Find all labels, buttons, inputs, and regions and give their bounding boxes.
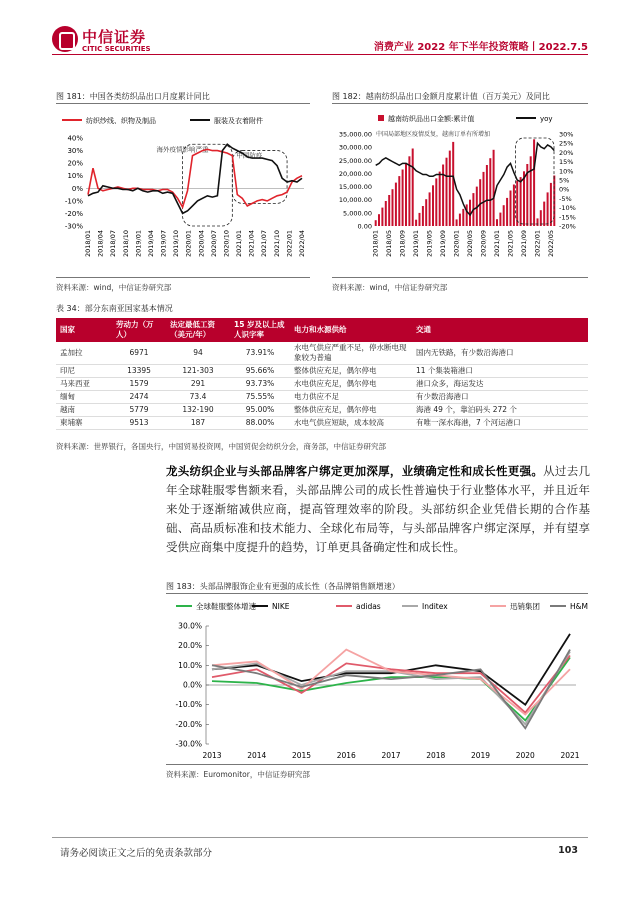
annotation-box-overseas: [183, 144, 233, 226]
footer-disclaimer: 请务必阅读正文之后的免责条款部分: [60, 848, 213, 859]
report-title: 消费产业 2022 年下半年投资策略丨2022.7.5: [373, 42, 588, 53]
bar: [422, 206, 424, 226]
table-cell: 水电气供应严重不足，停水断电现象较为普遍: [290, 342, 412, 365]
bar: [550, 183, 552, 226]
y-right-tick-label: -5%: [559, 194, 572, 203]
header-rule: [52, 54, 588, 55]
annotation-text: 中国局部地区疫情反复，越南订单有所增加: [376, 131, 491, 138]
bar: [459, 214, 461, 226]
x-tick-label: 2018/04: [96, 230, 105, 258]
table-cell: 1579: [112, 378, 166, 391]
table-cell: 9513: [112, 417, 166, 430]
table-cell: 2474: [112, 391, 166, 404]
x-tick-label: 2021/10: [272, 230, 281, 258]
x-tick-label: 2016: [336, 751, 356, 760]
bar: [479, 179, 481, 226]
x-tick-label: 2015: [291, 751, 312, 760]
table34: [56, 318, 588, 430]
x-tick-label: 2022/04: [298, 230, 306, 258]
x-tick-label: 2021/05: [506, 230, 515, 258]
table-row: [56, 365, 588, 378]
series-line-5: [212, 650, 570, 729]
y-right-tick-label: 30%: [559, 130, 574, 139]
x-tick-label: 2018/01: [84, 230, 92, 258]
x-tick-label: 2021/07: [260, 230, 269, 258]
table-cell: 187: [166, 417, 230, 430]
fig182-bottom-rule: [332, 277, 588, 278]
legend-label: NIKE: [272, 602, 290, 611]
bar: [503, 205, 505, 226]
x-tick-label: 2019/01: [412, 230, 421, 258]
bar: [435, 178, 437, 226]
fig183-chart: [166, 596, 590, 762]
legend-label: adidas: [356, 602, 381, 611]
y-right-tick-label: 10%: [559, 167, 574, 176]
y-tick-label: 0.0%: [182, 680, 202, 690]
legend-swatch-export: [378, 115, 384, 121]
legend-label: Inditex: [422, 602, 448, 611]
table-cell: 孟加拉: [56, 342, 112, 365]
table-cell: 73.4: [166, 391, 230, 404]
table-cell: 291: [166, 378, 230, 391]
y-tick-label: 20%: [67, 159, 83, 168]
x-tick-label: 2019/10: [172, 230, 181, 258]
table-cell: 88.00%: [230, 417, 290, 430]
y-tick-label: 20.0%: [178, 641, 202, 651]
page-number: 103: [558, 845, 578, 856]
table34-header: 国家: [56, 318, 112, 342]
legend-label: 全球鞋服整体增速: [196, 602, 256, 611]
table-cell: 港口众多，海运发达: [412, 378, 588, 391]
y-tick-label: 10%: [67, 172, 83, 181]
y-right-tick-label: 0%: [559, 185, 570, 194]
table-cell: 121-303: [166, 365, 230, 378]
table34-header-row: [56, 318, 588, 342]
x-tick-label: 2022/01: [533, 230, 542, 258]
table-cell: 印尼: [56, 365, 112, 378]
bar: [388, 195, 390, 226]
bar: [452, 142, 454, 226]
bar: [533, 139, 535, 226]
y-tick-label: 30%: [67, 147, 83, 156]
bar: [483, 172, 485, 226]
x-tick-label: 2019/04: [146, 230, 155, 258]
bar: [496, 219, 498, 226]
table-cell: 整体供应充足，偶尔停电: [290, 404, 412, 417]
y-tick-label: 30.0%: [178, 621, 202, 631]
y-tick-label: -10.0%: [175, 700, 202, 710]
legend-label-yoy: yoy: [540, 115, 553, 123]
bar: [405, 163, 407, 226]
x-tick-label: 2019: [470, 751, 491, 760]
x-tick-label: 2021/04: [247, 230, 256, 258]
series-line-0: [88, 149, 302, 207]
x-tick-label: 2020/04: [197, 230, 206, 258]
y-right-tick-label: 15%: [559, 158, 574, 167]
logo-en: CITIC SECURITIES: [82, 45, 151, 53]
x-tick-label: 2017: [381, 751, 401, 760]
table-cell: 国内无铁路，有少数沿海港口: [412, 342, 588, 365]
y-left-tick-label: 10,000.00: [338, 196, 372, 205]
x-tick-label: 2021/09: [519, 230, 528, 258]
bar: [375, 220, 377, 226]
legend-label-textile: 纺织纱线、织物及制品: [86, 117, 156, 125]
legend-label-apparel: 服装及衣着附件: [214, 117, 263, 125]
footer-rule: [52, 837, 588, 838]
table-cell: 93.73%: [230, 378, 290, 391]
paragraph-text: 从过去几年全球鞋服零售额来看，头部品牌公司的成长性普遍快于行业整体水平，并且近年来处于逐渐缩减供应商，提高管理效率的阶段。头部纺织企业凭借长期的合作基础、高品质标准和技术能力、全球化布局等，与头部品牌客户绑定深厚，并有望享受供应商集中度提升的趋势，订单更具备确定性和成长性。: [166, 464, 590, 554]
y-right-tick-label: 5%: [559, 176, 570, 185]
table-cell: 整体供应充足，偶尔停电: [290, 365, 412, 378]
bar: [456, 219, 458, 226]
x-tick-label: 2018/05: [385, 230, 394, 258]
bar: [520, 177, 522, 226]
bar: [442, 165, 444, 227]
bar: [439, 172, 441, 226]
bar: [486, 165, 488, 226]
table-cell: 海港 49 个，靠泊码头 272 个: [412, 404, 588, 417]
y-tick-label: 40%: [67, 134, 83, 143]
bar: [493, 150, 495, 226]
table-cell: 有唯一深水海港，7 个河运港口: [412, 417, 588, 430]
y-right-tick-label: 25%: [559, 139, 574, 148]
y-left-tick-label: 30,000.00: [338, 143, 372, 152]
y-tick-label: -30%: [64, 222, 83, 231]
table-row: [56, 342, 588, 365]
fig181-source: 资料来源：wind，中信证券研究部: [56, 283, 172, 292]
bar: [402, 170, 404, 227]
fig183-source: 资料来源：Euromonitor，中信证券研究部: [166, 770, 310, 779]
table-cell: 132-190: [166, 404, 230, 417]
x-tick-label: 2020: [515, 751, 535, 760]
x-tick-label: 2020/01: [452, 230, 461, 258]
table-cell: 95.66%: [230, 365, 290, 378]
table-cell: 75.55%: [230, 391, 290, 404]
y-tick-label: -20%: [64, 209, 83, 218]
bar: [419, 213, 421, 226]
fig181-title: 图 181：中国各类纺织品出口月度累计同比: [56, 92, 210, 101]
x-tick-label: 2020/09: [479, 230, 488, 258]
y-tick-label: 10.0%: [178, 660, 202, 670]
table-cell: 电力供应不足: [290, 391, 412, 404]
table-cell: 6971: [112, 342, 166, 365]
fig183-rule: [166, 593, 588, 594]
bar: [378, 214, 380, 226]
table-row: [56, 391, 588, 404]
bar: [462, 209, 464, 226]
bar: [530, 156, 532, 226]
table34-header: 15 岁及以上成人识字率: [230, 318, 290, 342]
table34-header: 劳动力（万人）: [112, 318, 166, 342]
table-cell: 11 个集装箱港口: [412, 365, 588, 378]
table-cell: 94: [166, 342, 230, 365]
x-tick-label: 2014: [247, 751, 267, 760]
y-right-tick-label: -10%: [559, 204, 576, 213]
table-cell: 柬埔寨: [56, 417, 112, 430]
annotation-china: 中国防疫: [236, 151, 263, 160]
table-cell: 5779: [112, 404, 166, 417]
bar: [415, 220, 417, 226]
table-cell: 有少数沿海港口: [412, 391, 588, 404]
y-right-tick-label: 20%: [559, 148, 574, 157]
y-left-tick-label: 15,000.00: [338, 183, 372, 192]
bar: [510, 191, 512, 227]
y-tick-label: 0%: [71, 184, 83, 193]
bar: [412, 149, 414, 227]
bar: [543, 202, 545, 226]
table-cell: 水电气供应短缺，成本较高: [290, 417, 412, 430]
bar: [429, 192, 431, 226]
legend-label: H&M: [570, 602, 588, 611]
bar: [408, 156, 410, 226]
bar: [432, 185, 434, 226]
y-left-tick-label: 0.00: [357, 222, 372, 231]
bar: [466, 204, 468, 226]
y-left-tick-label: 20,000.00: [338, 169, 372, 178]
x-tick-label: 2019/07: [159, 230, 168, 258]
x-tick-label: 2021/01: [235, 230, 244, 258]
x-tick-label: 2021: [560, 751, 580, 760]
x-tick-label: 2020/01: [184, 230, 193, 258]
fig183-title: 图 183：头部品牌服饰企业有更强的成长性（各品牌销售额增速）: [166, 582, 400, 591]
x-tick-label: 2019/01: [134, 230, 143, 258]
table-cell: 73.91%: [230, 342, 290, 365]
table34-header: 交通: [412, 318, 588, 342]
fig181-bottom-rule: [56, 277, 310, 278]
x-tick-label: 2020/07: [209, 230, 218, 258]
table-row: [56, 378, 588, 391]
legend-label: 迅销集团: [510, 602, 540, 611]
y-tick-label: -20.0%: [175, 719, 202, 729]
body-paragraph: [166, 462, 590, 557]
table34-header: 电力和水源供给: [290, 318, 412, 342]
bar: [385, 201, 387, 226]
y-left-tick-label: 35,000.00: [338, 130, 372, 139]
x-tick-label: 2019/09: [439, 230, 448, 258]
table34-title: 表 34：部分东南亚国家基本情况: [56, 304, 173, 313]
fig183-bottom-rule: [166, 764, 588, 765]
x-tick-label: 2019/05: [425, 230, 434, 258]
bar: [506, 198, 508, 226]
bar: [449, 151, 451, 226]
table-cell: 95.00%: [230, 404, 290, 417]
table-cell: 缅甸: [56, 391, 112, 404]
table34-header: 法定最低工资（美元/年）: [166, 318, 230, 342]
logo-cn: 中信证券: [82, 28, 147, 46]
x-tick-label: 2018/10: [121, 230, 130, 258]
y-tick-label: -30.0%: [175, 739, 202, 749]
y-right-tick-label: -15%: [559, 213, 576, 222]
y-left-tick-label: 25,000.00: [338, 156, 372, 165]
x-tick-label: 2013: [202, 751, 222, 760]
table-cell: 马来西亚: [56, 378, 112, 391]
bar: [516, 181, 518, 226]
x-tick-label: 2022/01: [285, 230, 294, 258]
bar: [446, 158, 448, 226]
series-line-3: [212, 652, 570, 725]
fig182-rule: [332, 103, 588, 104]
x-tick-label: 2018/01: [371, 230, 380, 258]
x-tick-label: 2018/09: [398, 230, 407, 258]
bar: [395, 183, 397, 226]
legend-label-export: 越南纺织品出口金额:累计值: [388, 115, 475, 123]
fig182-title: 图 182：越南纺织品出口金额月度累计值（百万美元）及同比: [332, 92, 550, 101]
y-tick-label: -10%: [64, 197, 83, 206]
bar: [398, 176, 400, 226]
table34-source: 资料来源：世界银行，各国央行，中国贸易投资网，中国贸促会纺织分会，商务部，中信证券研究部: [56, 442, 386, 451]
fig182-source: 资料来源：wind，中信证券研究部: [332, 283, 448, 292]
annotation-overseas: 海外疫情影响严重: [156, 145, 209, 154]
fig181-rule: [56, 103, 310, 104]
y-right-tick-label: -20%: [559, 222, 576, 231]
bar: [537, 218, 539, 226]
bar: [547, 192, 549, 226]
citic-logo-icon: [52, 26, 78, 52]
bar: [381, 208, 383, 226]
x-tick-label: 2020/10: [222, 230, 231, 258]
table-cell: 水电供应充足，偶尔停电: [290, 378, 412, 391]
paragraph-bold: 龙头纺织企业与头部品牌客户绑定更加深厚，业绩确定性和成长性更强。: [166, 464, 544, 478]
table-cell: 越南: [56, 404, 112, 417]
fig182-chart: [330, 108, 590, 276]
fig181-chart: [56, 108, 310, 276]
table-cell: 13395: [112, 365, 166, 378]
table-row: [56, 404, 588, 417]
x-tick-label: 2022/05: [546, 230, 555, 258]
bar: [489, 158, 491, 226]
bar: [513, 185, 515, 227]
y-left-tick-label: 5,000.00: [343, 209, 372, 218]
bar: [425, 199, 427, 226]
bar: [392, 189, 394, 226]
x-tick-label: 2021/01: [493, 230, 502, 258]
x-tick-label: 2020/05: [466, 230, 475, 258]
x-tick-label: 2018/07: [109, 230, 118, 258]
bar: [499, 213, 501, 226]
table-row: [56, 417, 588, 430]
x-tick-label: 2018: [426, 751, 446, 760]
